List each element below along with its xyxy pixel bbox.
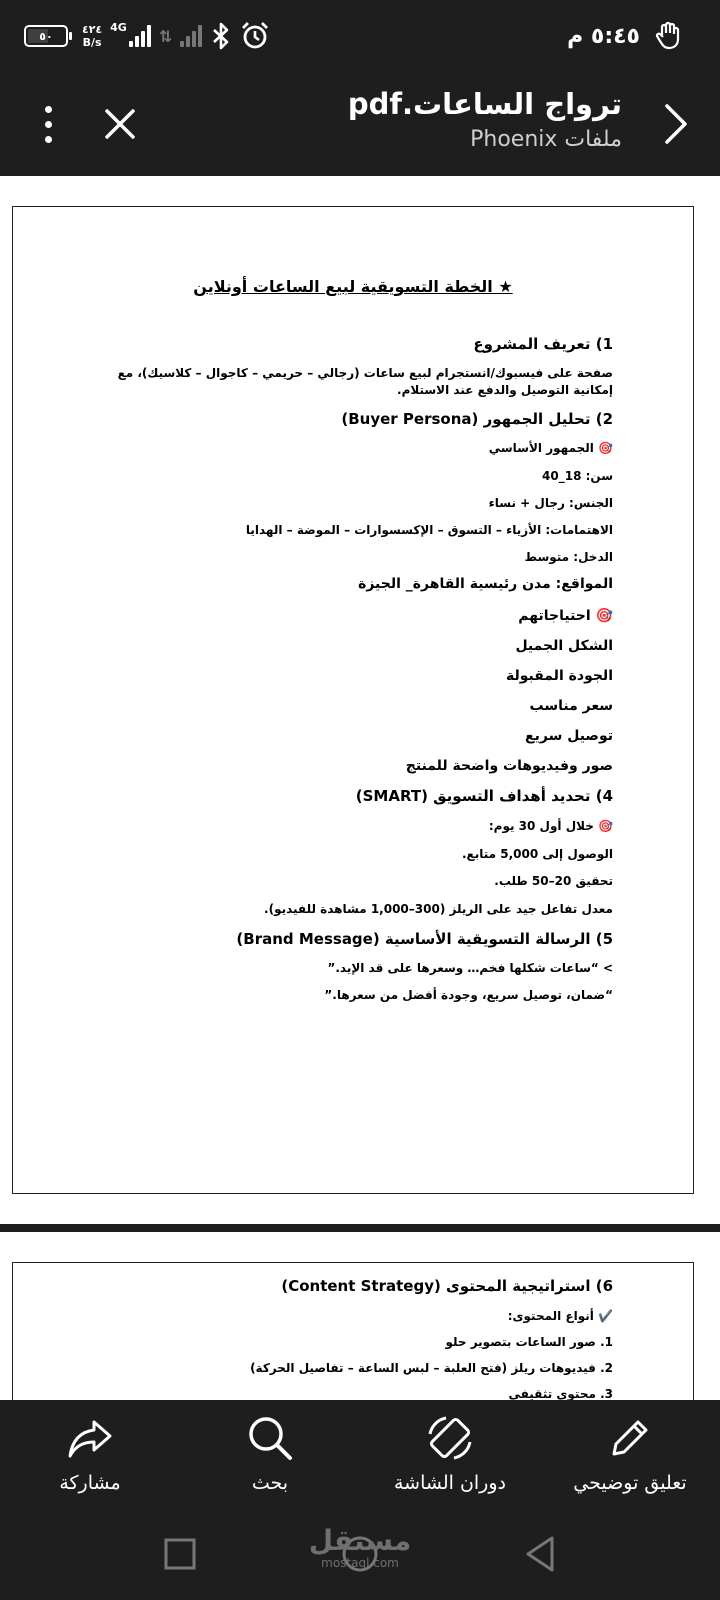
doc-line: 2. فيديوهات ريلز (فتح العلبة – لبس الساعة – تفاصيل الحركة): [250, 1361, 613, 1375]
bottom-toolbar: [0, 1400, 720, 1506]
doc-line: المواقع: مدن رئيسية القاهرة_ الجيزة: [358, 576, 613, 592]
doc-heading: 6) استراتيجية المحتوى (Content Strategy): [281, 1277, 613, 1295]
doc-line: ✔️ أنواع المحتوى:: [507, 1309, 613, 1323]
doc-line: توصيل سريع: [525, 728, 613, 744]
close-button[interactable]: [96, 100, 144, 148]
search-label: بحث: [251, 1472, 289, 1494]
title-block: [348, 84, 622, 156]
network-speed-unit: B/s: [82, 36, 102, 49]
doc-line: 🎯 احتياجاتهم: [518, 608, 613, 624]
back-nav-button[interactable]: [512, 1526, 568, 1582]
doc-line: الوصول إلى 5,000 متابع.: [461, 847, 613, 861]
more-dot-icon: [45, 106, 52, 113]
doc-line: سعر مناسب: [529, 698, 613, 714]
network-speed: [82, 23, 102, 49]
recents-button[interactable]: [152, 1526, 208, 1582]
watermark-text: مستقل: [308, 1524, 412, 1557]
status-time: ٥:٤٥ م: [567, 23, 640, 49]
more-dot-icon: [45, 121, 52, 128]
doc-line: 🎯 خلال أول 30 يوم:: [488, 819, 613, 833]
document-title: ترواج الساعات.pdf: [347, 87, 622, 121]
doc-line: الدخل: متوسط: [524, 550, 613, 564]
search-icon: [246, 1414, 294, 1462]
share-button[interactable]: [0, 1400, 180, 1506]
doc-heading: 2) تحليل الجمهور (Buyer Persona): [341, 410, 613, 428]
recents-square-icon: [163, 1537, 197, 1571]
doc-heading: 5) الرسالة التسويقية الأساسية (Brand Message): [236, 930, 613, 948]
close-icon: [103, 107, 137, 141]
doc-line: الاهتمامات: الأزياء – التسوق – الإكسسوارات – الموضة – الهدايا: [245, 523, 613, 537]
battery-icon: [24, 25, 68, 47]
doc-line: > “ساعات شكلها فخم… وسعرها على قد الإيد.”: [327, 961, 613, 975]
battery-level: ٥٠: [39, 29, 53, 43]
pencil-icon: [606, 1414, 654, 1462]
doc-line: سن: 18_40: [542, 469, 613, 483]
data-arrows-icon: ⇅: [158, 26, 173, 46]
status-bar: [0, 0, 720, 72]
more-dot-icon: [45, 136, 52, 143]
bluetooth-icon: [210, 22, 232, 50]
doc-heading: 4) تحديد أهداف التسويق (SMART): [355, 787, 613, 805]
page-separator: [0, 1224, 720, 1232]
network-speed-value: ٤٢٤: [82, 23, 103, 36]
more-options-button[interactable]: [30, 100, 66, 148]
doc-line: 🎯 الجمهور الأساسي: [488, 441, 613, 455]
back-triangle-icon: [522, 1534, 558, 1574]
search-button[interactable]: [180, 1400, 360, 1506]
doc-line: الجودة المقبولة: [505, 668, 613, 684]
doc-paragraph: صفحة على فيسبوك/انستجرام لبيع ساعات (رجالي – حريمي – كاجوال – كلاسيك)، مع إمكانية التوصيل والدفع عند الاستلام.: [117, 366, 613, 397]
doc-line: “ضمان، توصيل سريع، وجودة أفضل من سعرها.”: [324, 988, 613, 1002]
doc-heading: 1) تعريف المشروع: [473, 335, 613, 353]
system-navigation-bar: [0, 1506, 720, 1600]
doc-line: صور وفيديوهات واضحة للمنتج: [405, 758, 613, 774]
doc-line: 3. محتوى تثقيفي: [508, 1387, 613, 1400]
share-icon: [66, 1414, 114, 1462]
hand-notification-icon: [654, 21, 684, 51]
signal-icon: [129, 25, 151, 47]
doc-line: الجنس: رجال + نساء: [488, 496, 613, 510]
network-type: 4G: [110, 20, 127, 34]
rotate-screen-button[interactable]: [360, 1400, 540, 1506]
chevron-right-icon: [661, 102, 691, 146]
doc-line: 1. صور الساعات بتصوير حلو: [445, 1335, 613, 1349]
status-icons-left: [24, 18, 270, 54]
status-icons-right: [567, 18, 684, 54]
doc-line: تحقيق 20–50 طلب.: [494, 874, 613, 888]
signal-sim2-icon: [180, 25, 202, 47]
pdf-page-1: [12, 206, 694, 1194]
rotate-screen-label: دوران الشاشة: [394, 1472, 506, 1494]
annotate-button[interactable]: [540, 1400, 720, 1506]
alarm-icon: [240, 21, 270, 51]
doc-main-title: ★ الخطة التسويقية لبيع الساعات أونلاين: [193, 277, 513, 296]
pdf-page-2: [12, 1262, 694, 1400]
rotate-screen-icon: [426, 1414, 474, 1462]
watermark: [300, 1526, 420, 1570]
share-label: مشاركة: [59, 1472, 121, 1494]
doc-line: معدل تفاعل جيد على الريلز (300–1,000 مشاهدة للفيديو).: [264, 902, 613, 916]
app-bar: [0, 72, 720, 176]
document-source: ملفات Phoenix: [470, 127, 622, 152]
watermark-sub: mostaql.com: [321, 1556, 399, 1570]
back-button[interactable]: [652, 98, 700, 150]
annotate-label: تعليق توضيحي: [573, 1472, 687, 1494]
doc-line: الشكل الجميل: [515, 638, 613, 654]
pdf-viewer[interactable]: [0, 176, 720, 1400]
